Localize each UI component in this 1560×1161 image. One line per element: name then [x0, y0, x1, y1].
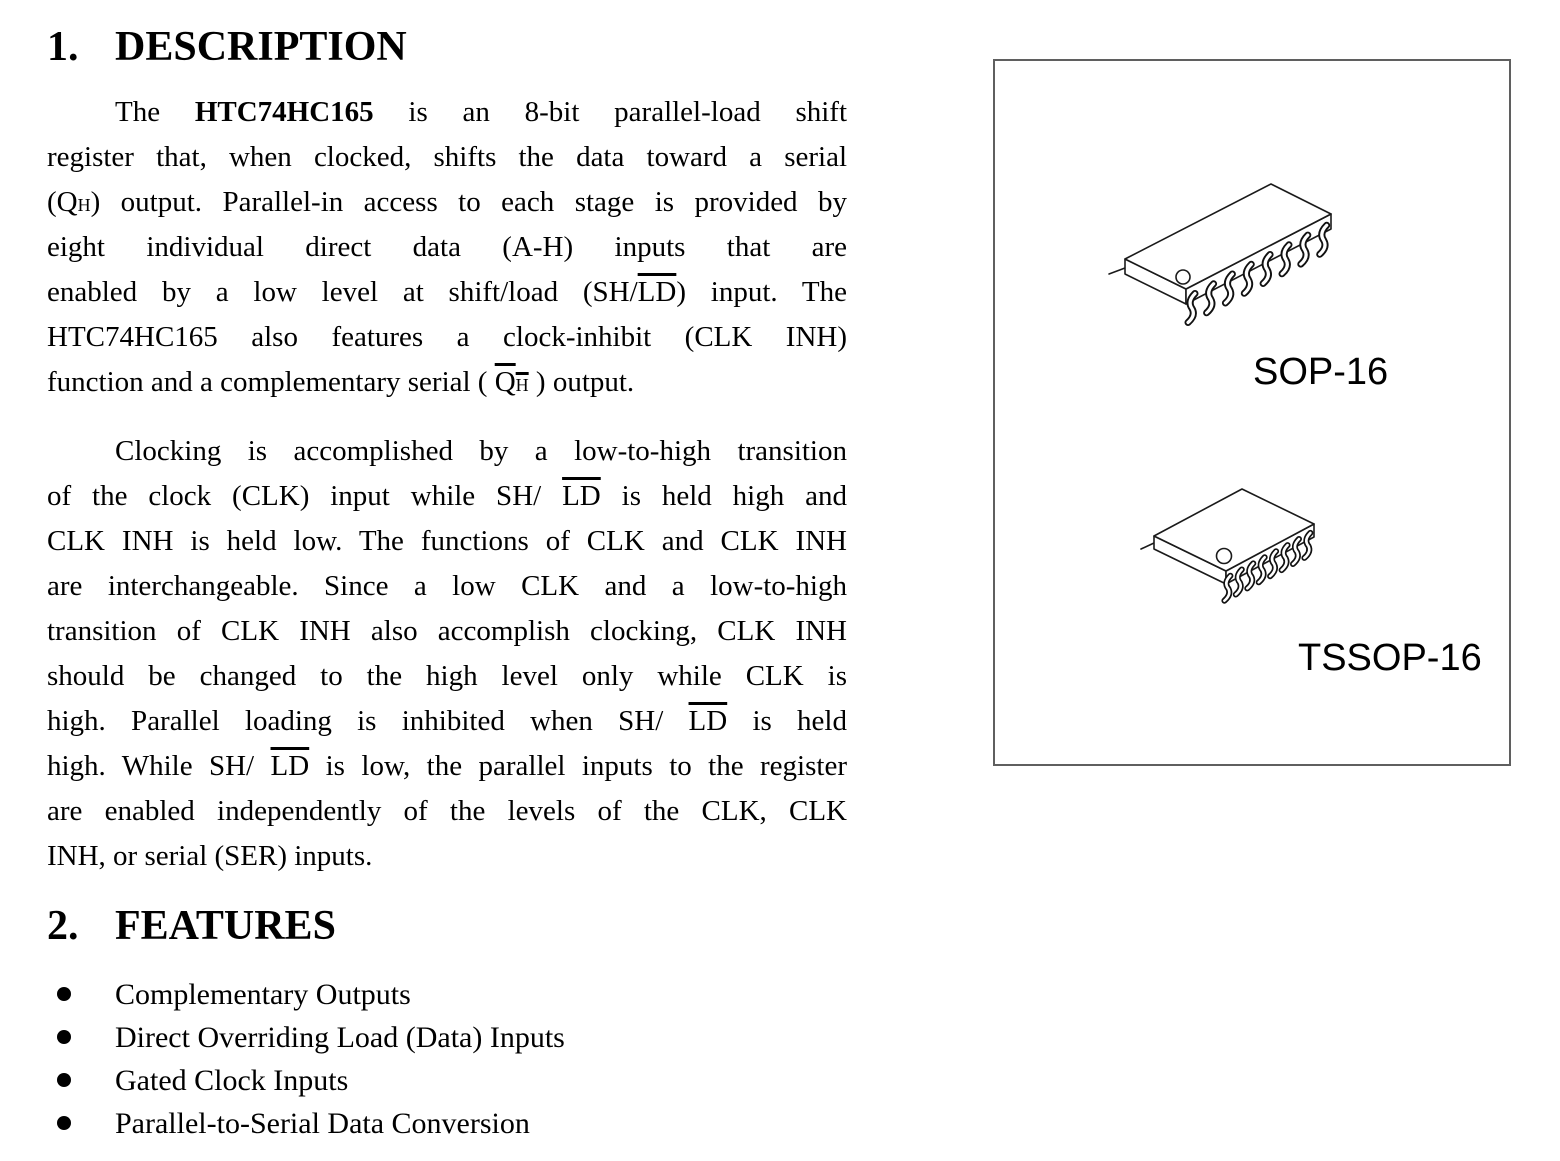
list-item: [47, 973, 847, 1016]
text-line: should be changed to the high level only while CLK is: [47, 660, 847, 692]
tssop16-body: [1141, 489, 1314, 584]
text-line: high. While SH/ $\overline{LD}$ is low, the parallel inputs to the register: [47, 750, 847, 782]
list-item: [47, 1059, 847, 1102]
feature-label: Parallel-to-Serial Data Conversion: [115, 1107, 530, 1140]
package-label-sop16: SOP-16: [1253, 351, 1389, 393]
feature-label: Complementary Outputs: [115, 978, 411, 1011]
list-item: [47, 1016, 847, 1059]
section-title: FEATURES: [115, 903, 336, 949]
list-item: [47, 1102, 847, 1145]
text-line: The HTC74HC165 is an 8-bit parallel-load shift: [115, 96, 847, 128]
description-heading: [47, 24, 847, 70]
text-line: Clocking is accomplished by a low-to-high transition: [115, 435, 847, 467]
sop16-package-icon: [1095, 176, 1345, 326]
text-line: function and a complementary serial ( $\overline{Q}\overline{H}$ ) output.: [47, 366, 635, 398]
text-line: CLK INH is held low. The functions of CLK and CLK INH: [47, 525, 847, 557]
text-line: eight individual direct data (A-H) inputs that are: [47, 231, 847, 263]
text-line: (QH) output. Parallel-in access to each stage is provided by: [47, 186, 847, 218]
bullet-icon: [57, 1116, 71, 1130]
text-line: INH, or serial (SER) inputs.: [47, 840, 373, 872]
pin1-indicator-dot: [1217, 549, 1232, 564]
text-line: enabled by a low level at shift/load $(SH/\overline{LD})$ input. The: [47, 276, 847, 308]
text-line: are interchangeable. Since a low CLK and a low-to-high: [47, 570, 847, 602]
tssop16-package-icon: [1137, 479, 1337, 609]
pin1-indicator-dot: [1176, 270, 1190, 284]
text-line: high. Parallel loading is inhibited when SH/ $\overline{LD}$ is held: [47, 705, 847, 737]
feature-label: Gated Clock Inputs: [115, 1064, 349, 1097]
text-line: of the clock (CLK) input while SH/ $\overline{LD}$ is held high and: [47, 480, 847, 512]
sop16-body: [1109, 184, 1331, 304]
text-line: transition of CLK INH also accomplish clocking, CLK INH: [47, 615, 847, 647]
bullet-icon: [57, 1030, 71, 1044]
bullet-icon: [57, 987, 71, 1001]
bullet-icon: [57, 1073, 71, 1087]
text-line: register that, when clocked, shifts the data toward a serial: [47, 141, 847, 173]
section-number: 1.: [47, 24, 79, 70]
features-heading: [47, 903, 847, 949]
package-panel: [993, 59, 1511, 766]
features-list: [47, 973, 847, 1145]
package-label-tssop16: TSSOP-16: [1298, 637, 1482, 679]
text-line: are enabled independently of the levels of the CLK, CLK: [47, 795, 847, 827]
text-line: HTC74HC165 also features a clock-inhibit (CLK INH): [47, 321, 847, 353]
description-paragraph-2: [47, 429, 847, 879]
section-number: 2.: [47, 903, 79, 949]
description-paragraph-1: [47, 90, 847, 405]
feature-label: Direct Overriding Load (Data) Inputs: [115, 1021, 565, 1054]
section-title: DESCRIPTION: [115, 24, 407, 70]
